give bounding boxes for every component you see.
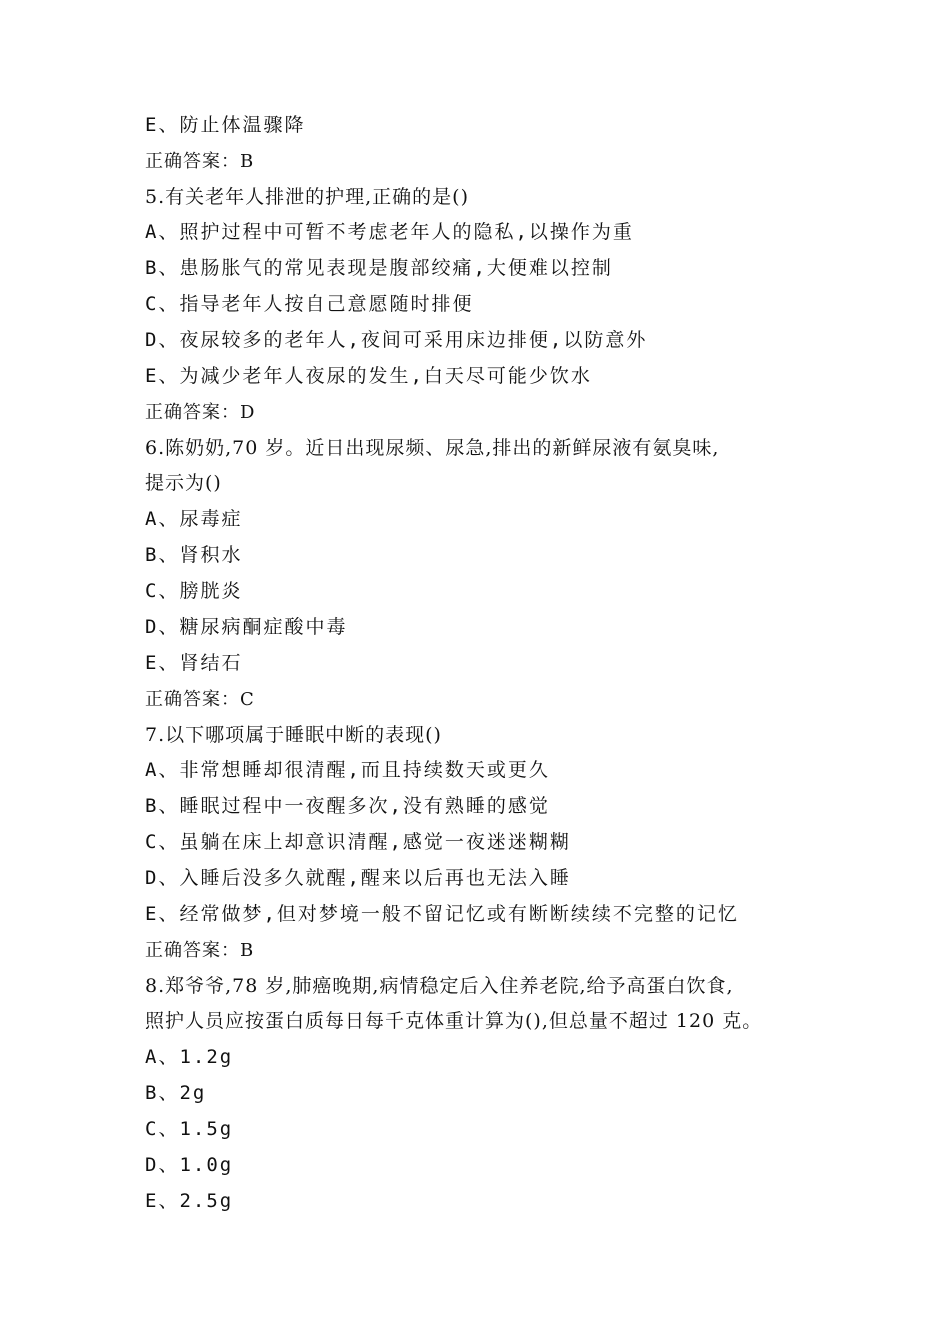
- answer-q6: 正确答案：C: [145, 689, 255, 710]
- option-6d: D、糖尿病酮症酸中毒: [145, 616, 348, 638]
- question-7: 7.以下哪项属于睡眠中断的表现(): [145, 724, 442, 746]
- question-8-line-2: 照护人员应按蛋白质每日每千克体重计算为(),但总量不超过 120 克。: [145, 1010, 763, 1032]
- option-6e: E、肾结石: [145, 652, 243, 674]
- option-5e-prev: E、防止体温骤降: [145, 114, 306, 136]
- option-5c: C、指导老年人按自己意愿随时排便: [145, 293, 474, 315]
- question-5: 5.有关老年人排泄的护理,正确的是(): [145, 186, 469, 208]
- option-7c: C、虽躺在床上却意识清醒,感觉一夜迷迷糊糊: [145, 831, 571, 853]
- answer-q5: 正确答案：D: [145, 402, 256, 423]
- answer-q7: 正确答案：B: [145, 940, 255, 961]
- option-7b: B、睡眠过程中一夜醒多次,没有熟睡的感觉: [145, 795, 550, 817]
- option-8a: A、1.2g: [145, 1046, 234, 1068]
- option-5a: A、照护过程中可暂不考虑老年人的隐私,以操作为重: [145, 221, 634, 243]
- option-5d: D、夜尿较多的老年人,夜间可采用床边排便,以防意外: [145, 329, 648, 351]
- option-6c: C、膀胱炎: [145, 580, 243, 602]
- answer-q4: 正确答案：B: [145, 151, 255, 172]
- option-8c: C、1.5g: [145, 1118, 234, 1140]
- question-6-line-1: 6.陈奶奶,70 岁。近日出现尿频、尿急,排出的新鲜尿液有氨臭味,: [145, 437, 720, 459]
- question-6-line-2: 提示为(): [145, 472, 222, 494]
- option-8d: D、1.0g: [145, 1154, 234, 1176]
- option-6a: A、尿毒症: [145, 508, 243, 530]
- option-5b: B、患肠胀气的常见表现是腹部绞痛,大便难以控制: [145, 257, 613, 279]
- option-7a: A、非常想睡却很清醒,而且持续数天或更久: [145, 759, 550, 781]
- option-7d: D、入睡后没多久就醒,醒来以后再也无法入睡: [145, 867, 571, 889]
- option-5e: E、为减少老年人夜尿的发生,白天尽可能少饮水: [145, 365, 592, 387]
- option-8b: B、2g: [145, 1082, 207, 1104]
- option-7e: E、经常做梦,但对梦境一般不留记忆或有断断续续不完整的记忆: [145, 903, 739, 925]
- option-6b: B、肾积水: [145, 544, 243, 566]
- question-8-line-1: 8.郑爷爷,78 岁,肺癌晚期,病情稳定后入住养老院,给予高蛋白饮食,: [145, 975, 734, 997]
- option-8e: E、2.5g: [145, 1190, 234, 1212]
